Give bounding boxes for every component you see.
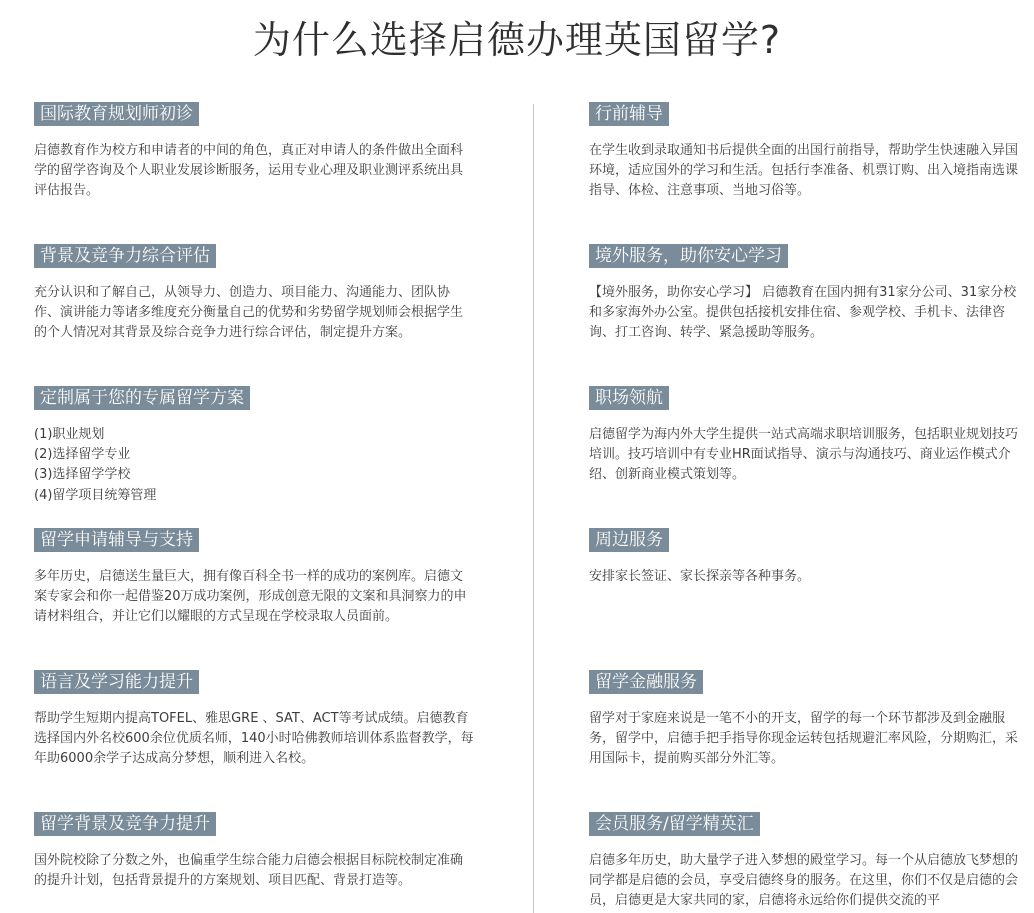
section-body: 安排家长签证、家长探亲等各种事务。: [589, 569, 811, 584]
section-body: 启德多年历史，助大量学子进入梦想的殿堂学习。每一个从启德放飞梦想的同学都是启德的会员，享受启德终身的服务。在这里，你们不仅是启德的会员，启德更是大家共同的家，启德将永远给你们提供交流的平: [589, 853, 1019, 909]
section-body: 帮助学生短期内提高TOFEL、雅思GRE 、SAT、ACT等考试成绩。启德教育选择国内外名校600余位优质名师，140小时哈佛教师培训体系监督教学，每年助6000余学子达成高分梦想，顺利进入名校。: [34, 711, 474, 767]
section-tag: 会员服务/留学精英汇: [589, 812, 760, 836]
section-tag: 职场领航: [589, 386, 669, 410]
section-body: 启德留学为海内外大学生提供一站式高端求职培训服务，包括职业规划技巧培训。技巧培训中有专业HR面试指导、演示与沟通技巧、商业运作模式介绍、创新商业模式策划等。: [589, 427, 1019, 483]
section-tag: 留学背景及竞争力提升: [34, 812, 216, 836]
section-tag: 留学申请辅导与支持: [34, 528, 199, 552]
section-body: 国外院校除了分数之外，也偏重学生综合能力启德会根据目标院校制定准确的提升计划，包括背景提升的方案规划、项目匹配、背景打造等。: [34, 853, 464, 889]
section-assessment: [34, 244, 474, 344]
section-tag: 境外服务，助你安心学习: [589, 244, 788, 268]
section-body: 充分认识和了解自己，从领导力、创造力、项目能力、沟通能力、团队协作、演讲能力等诸多维度充分衡量自己的优势和劣势留学规划师会根据学生的个人情况对其背景及综合竞争力进行综合评估，制定提升方案。: [34, 285, 464, 341]
section-body: 启德教育作为校方和申请者的中间的角色，真正对申请人的条件做出全面科学的留学咨询及个人职业发展诊断服务，运用专业心理及职业测评系统出具评估报告。: [34, 143, 464, 199]
section-membership: [589, 812, 1034, 912]
list-item: (3)选择留学学校: [34, 467, 131, 483]
section-application-support: [34, 528, 474, 628]
section-background-boost: [34, 812, 474, 891]
section-overseas-service: [589, 244, 1034, 344]
section-predeparture: [589, 102, 1034, 202]
section-career-navigation: [589, 386, 1034, 486]
list-item: (2)选择留学专业: [34, 447, 131, 463]
section-tag: 背景及竞争力综合评估: [34, 244, 216, 268]
page-title: 为什么选择启德办理英国留学?: [252, 18, 782, 62]
section-tag: 国际教育规划师初诊: [34, 102, 199, 126]
list-item: (4)留学项目统筹管理: [34, 487, 157, 503]
section-body: 【境外服务，助你安心学习】 启德教育在国内拥有31家分公司、31家分校和多家海外办公室。提供包括接机安排住宿、参观学校、手机卡、法律咨询、打工咨询、转学、紧急援助等服务。: [589, 285, 1017, 341]
section-tag: 留学金融服务: [589, 670, 703, 694]
section-body: 在学生收到录取通知书后提供全面的出国行前指导，帮助学生快速融入异国环境，适应国外的学习和生活。包括行李准备、机票订购、出入境指南选课指导、体检、注意事项、当地习俗等。: [589, 143, 1019, 199]
section-financial-services: [589, 670, 1034, 770]
section-peripheral-services: [589, 528, 1034, 587]
column-divider: [533, 104, 534, 913]
section-tag: 语言及学习能力提升: [34, 670, 199, 694]
section-tag: 行前辅导: [589, 102, 669, 126]
section-tag: 定制属于您的专属留学方案: [34, 386, 250, 410]
section-body: 留学对于家庭来说是一笔不小的开支，留学的每一个环节都涉及到金融服务，留学中，启德手把手指导你现金运转包括规避汇率风险，分期购汇，采用国际卡，提前购买部分外汇等。: [589, 711, 1019, 767]
section-consultation: [34, 102, 474, 202]
section-custom-plan: [34, 386, 474, 506]
section-body: 多年历史，启德送生量巨大，拥有像百科全书一样的成功的案例库。启德文案专家会和你一起借鉴20万成功案例，形成创意无限的文案和具洞察力的申请材料组合，并让它们以耀眼的方式呈现在学校录取人员面前。: [34, 569, 467, 625]
section-tag: 周边服务: [589, 528, 669, 552]
section-language-skills: [34, 670, 474, 770]
section-body-list: [34, 425, 474, 506]
list-item: (1)职业规划: [34, 427, 105, 442]
